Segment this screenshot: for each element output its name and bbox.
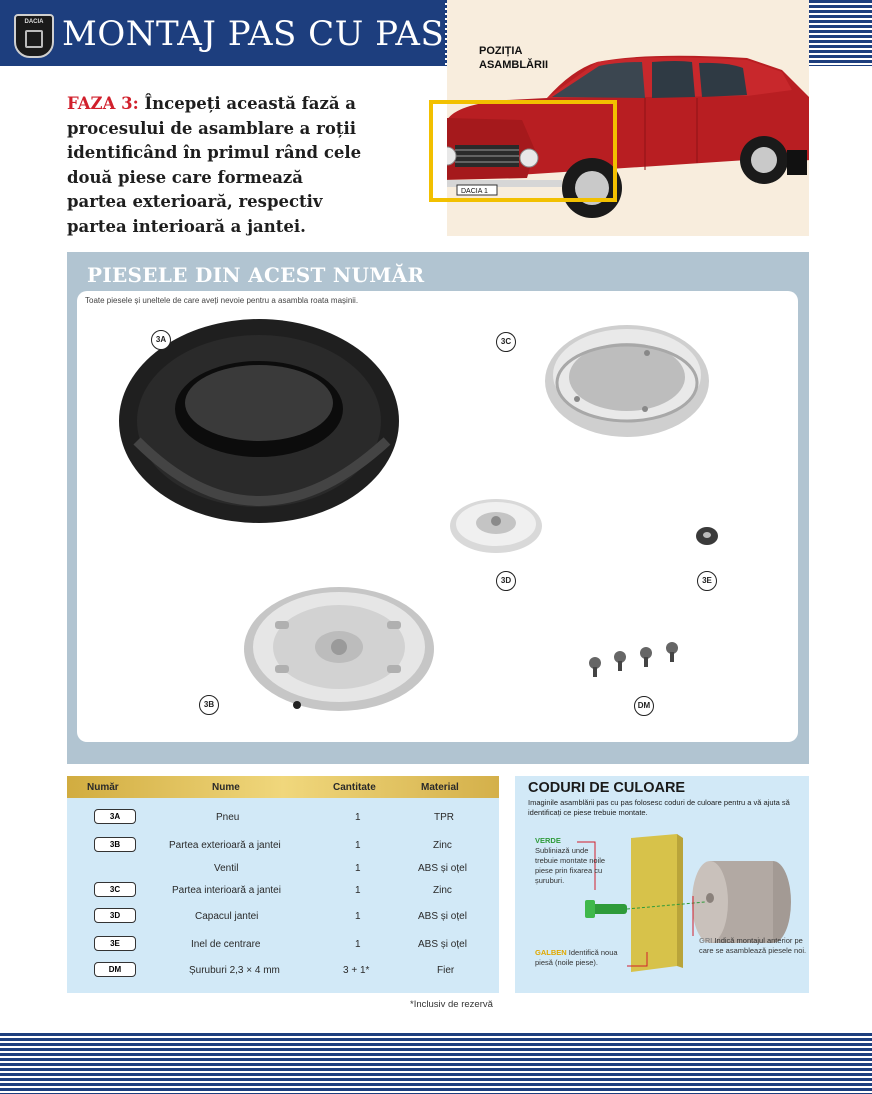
part-material: Zinc	[433, 885, 452, 896]
part-code: 3C	[94, 882, 136, 897]
parts-description: Toate piesele și uneltele de care aveți nevoie pentru a asambla roata mașinii.	[85, 296, 359, 305]
yellow-label: GALBEN	[535, 948, 567, 957]
part-qty: 1	[355, 885, 361, 896]
part-material: TPR	[434, 812, 454, 823]
part-qty: 1	[355, 911, 361, 922]
header	[0, 0, 445, 66]
color-codes-description: Imaginile asamblării pas cu pas folosesc coduri de culoare pentru a vă ajuta să identificați ce piese trebuie montate.	[528, 798, 790, 817]
table-row	[67, 880, 499, 902]
part-qty: 1	[355, 840, 361, 851]
part-code: 3D	[94, 908, 136, 923]
parts-table	[67, 776, 499, 993]
green-text: Subliniază unde trebuie montate noile piese prin fixarea cu șuruburi.	[535, 846, 606, 885]
part-name: Ventil	[214, 863, 239, 874]
phase-label: FAZA 3:	[67, 94, 139, 113]
assembly-highlight-frame	[429, 100, 617, 202]
part-material: Zinc	[433, 840, 452, 851]
phase-description: Începeți această fază a procesului de asamblare a roții identificând în primul rând cele două piese care formează partea exterioară, respectiv partea interioară a jantei.	[67, 94, 362, 236]
color-codes-title: CODURI DE CULOARE	[528, 780, 686, 796]
grey-text: Indică montajul anterior pe care se asamblează piesele noi.	[699, 936, 807, 955]
green-label: VERDE	[535, 836, 561, 845]
color-code-grey	[699, 936, 809, 956]
grey-label: GRI	[699, 936, 713, 945]
part-material: ABS și oțel	[418, 939, 467, 950]
part-name: Partea interioară a jantei	[172, 885, 281, 896]
color-codes-panel	[515, 776, 809, 993]
table-row	[67, 934, 499, 956]
outer-rim-image	[244, 587, 434, 711]
table-header	[67, 776, 499, 798]
intro-text	[67, 92, 367, 239]
table-row	[67, 835, 499, 857]
part-name: Șuruburi 2,3 × 4 mm	[189, 965, 280, 976]
hub-cap-image	[450, 499, 542, 553]
part-name: Pneu	[216, 812, 240, 823]
position-label: POZIȚIA ASAMBLĂRII	[479, 45, 549, 71]
part-qty: 1	[355, 863, 361, 874]
footer-band	[0, 1033, 872, 1094]
part-code: 3A	[94, 809, 136, 824]
tag-dm: DM	[634, 696, 654, 716]
yellow-text: Identifică noua piesă (noile piese).	[535, 948, 618, 967]
part-name: Partea exterioară a jantei	[169, 840, 281, 851]
part-qty: 1	[355, 812, 361, 823]
inner-rim-image	[545, 325, 709, 437]
parts-illustration	[77, 291, 798, 742]
tag-3e: 3E	[697, 571, 717, 591]
part-code: 3B	[94, 837, 136, 852]
part-material: ABS și oțel	[418, 911, 467, 922]
tag-3c: 3C	[496, 332, 516, 352]
part-code: 3E	[94, 936, 136, 951]
parts-panel	[77, 291, 798, 742]
part-material: ABS și oțel	[418, 863, 467, 874]
shield-icon	[25, 30, 43, 48]
table-row	[67, 858, 499, 880]
col-name: Nume	[212, 782, 240, 793]
plate-text: DACIA 1	[461, 188, 488, 195]
screws-image	[589, 642, 678, 677]
table-row	[67, 960, 499, 982]
centering-ring-image	[696, 527, 718, 545]
dacia-logo: DACIA	[14, 14, 54, 58]
part-name: Capacul jantei	[195, 911, 259, 922]
table-row	[67, 906, 499, 928]
parts-title: PIESELE DIN ACEST NUMĂR	[87, 263, 425, 287]
col-quantity: Cantitate	[333, 782, 376, 793]
tag-3b: 3B	[199, 695, 219, 715]
color-code-yellow	[535, 948, 635, 968]
part-code: DM	[94, 962, 136, 977]
col-number: Număr	[87, 782, 119, 793]
page-title: MONTAJ PAS CU PAS	[62, 14, 445, 54]
color-code-green	[535, 836, 607, 886]
part-qty: 3 + 1*	[343, 965, 370, 976]
table-footnote: *Inclusiv de rezervă	[410, 999, 493, 1010]
tag-3d: 3D	[496, 571, 516, 591]
tag-3a: 3A	[151, 330, 171, 350]
parts-section	[67, 252, 809, 764]
part-qty: 1	[355, 939, 361, 950]
part-material: Fier	[437, 965, 455, 976]
part-name: Inel de centrare	[191, 939, 261, 950]
col-material: Material	[421, 782, 459, 793]
table-row	[67, 807, 499, 829]
